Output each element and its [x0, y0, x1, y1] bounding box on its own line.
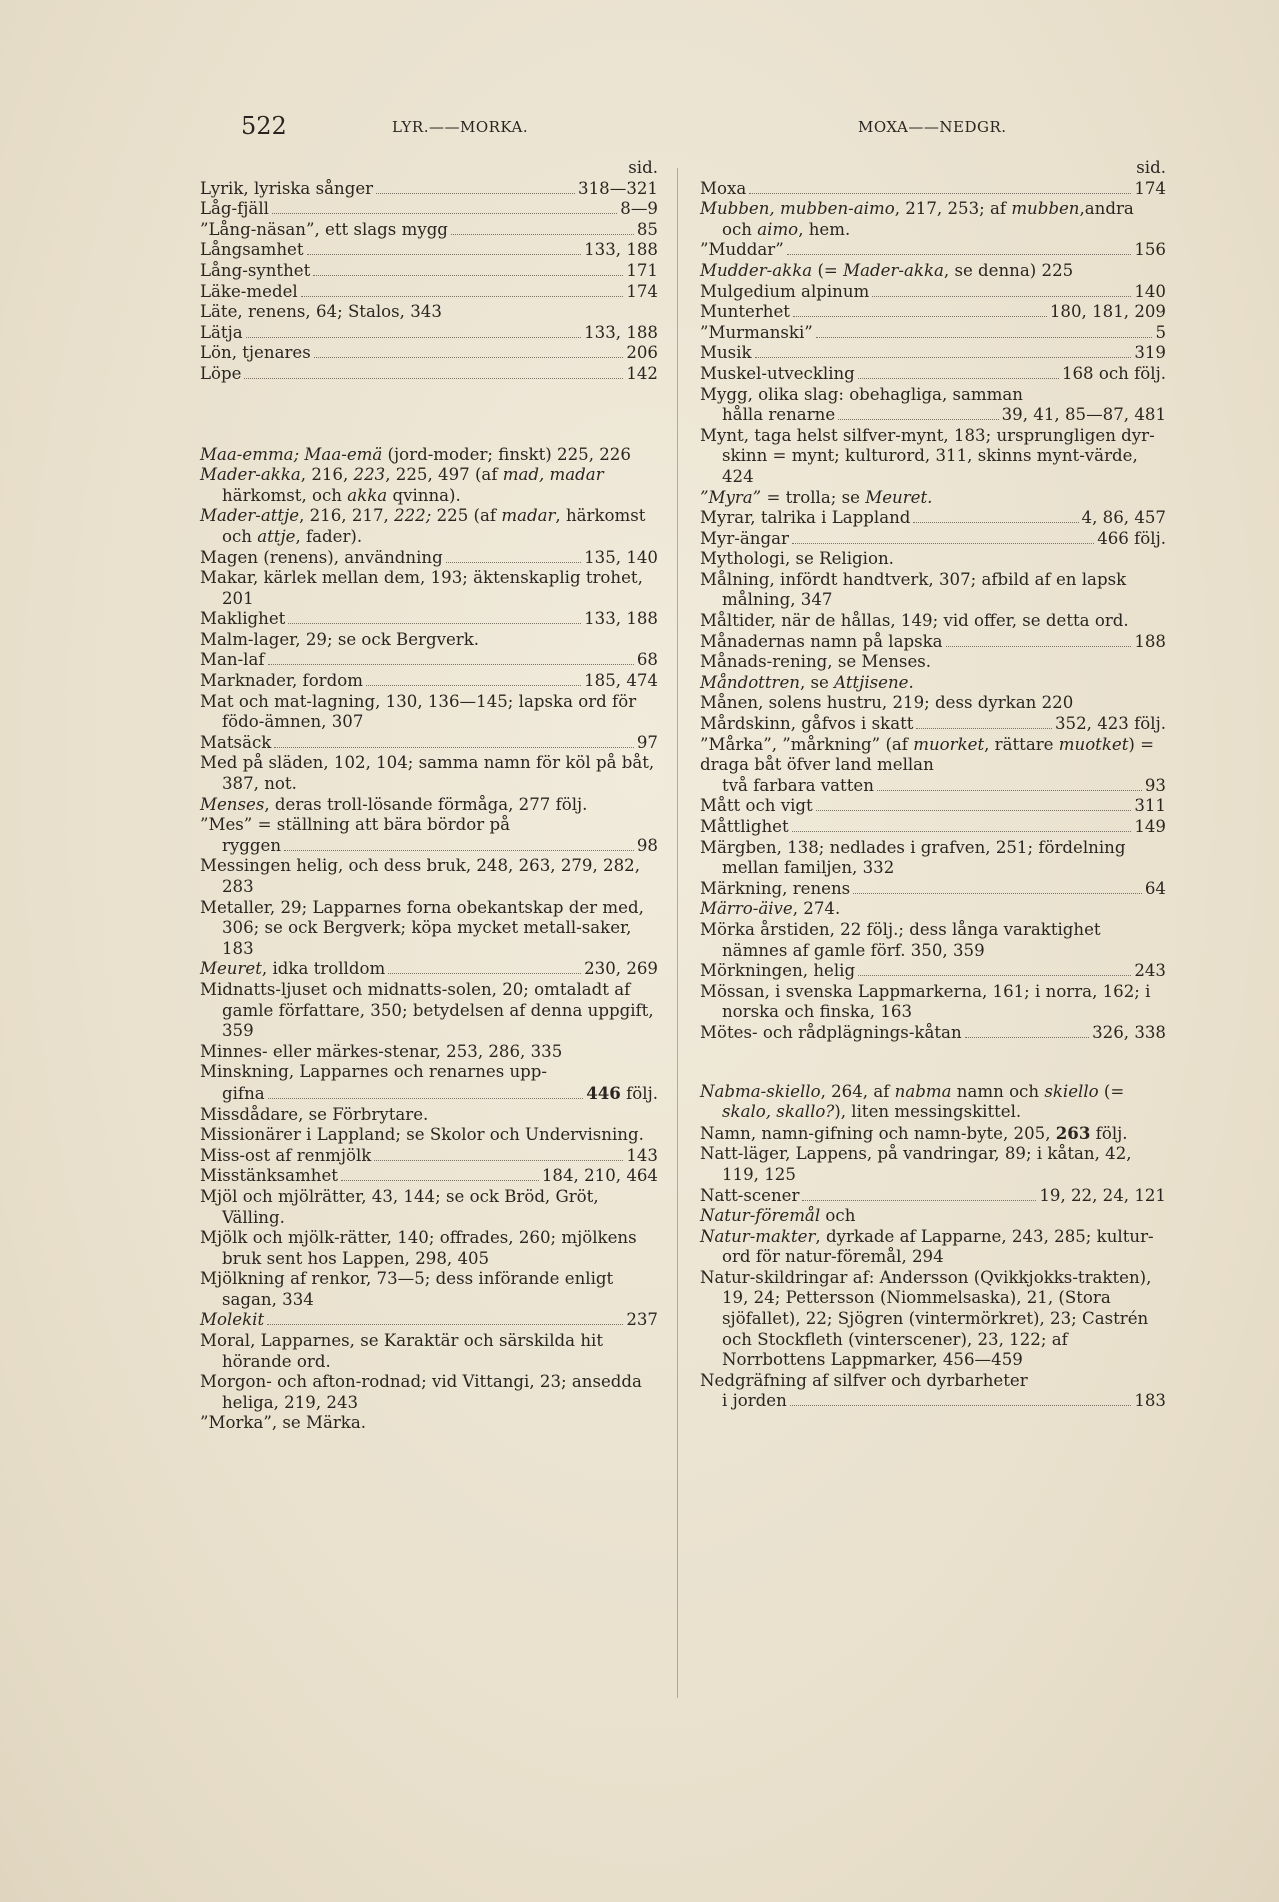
- index-entry: Misstänksamhet 184, 210, 464: [200, 1166, 658, 1186]
- index-entry: Månads-rening, se Menses.: [700, 652, 932, 672]
- index-entry: Mythologi, se Religion.: [700, 549, 894, 569]
- index-entry: Natur-makter, dyrkade af Lapparne, 243, 285; kultur-ord för natur-föremål, 294: [700, 1226, 1154, 1267]
- index-entry: Metaller, 29; Lapparnes forna obekantskap der med, 306; se ock Bergverk; köpa mycket metall-saker, 183: [200, 897, 644, 958]
- sid-label: sid.: [628, 158, 658, 177]
- index-entry: Måltider, när de hållas, 149; vid offer, se detta ord.: [700, 611, 1129, 631]
- index-entry: Måndottren, se Attjisene.: [700, 672, 914, 692]
- index-entry: Myrar, talrika i Lappland 4, 86, 457: [700, 508, 1166, 528]
- index-entry: Månadernas namn på lapska 188: [700, 631, 1166, 651]
- index-entry: Mörka årstiden, 22 följ.; dess långa varaktighet nämnes af gamle förf. 350, 359: [700, 919, 1101, 960]
- index-entry: Namn, namn-gifning och namn-byte, 205, 263 följ.: [700, 1122, 1128, 1143]
- index-entry: Läke-medel 174: [200, 281, 658, 301]
- index-entry: Muskel-utveckling 168 och följ.: [700, 363, 1166, 383]
- index-entry: Menses, deras troll-lösande förmåga, 277 följ.: [200, 794, 588, 814]
- index-entry: Långsamhet 133, 188: [200, 240, 658, 260]
- index-entry: Moral, Lapparnes, se Karaktär och särskilda hit hörande ord.: [200, 1331, 603, 1371]
- index-entry: Minskning, Lapparnes och renarnes upp- gifna 446 följ.: [200, 1062, 658, 1103]
- index-entry: ”Morka”, se Märka.: [200, 1413, 367, 1433]
- index-entry: Lön, tjenares 206: [200, 343, 658, 363]
- index-entry: Man-laf 68: [200, 650, 658, 670]
- index-entry: ”Mårka”, ”mårkning” (af muorket, rättare muotket) = draga båt öfver land mellan två farbara vatten 93: [700, 734, 1166, 795]
- index-entry: Mynt, taga helst silfver-mynt, 183; ursprungligen dyr-skinn = mynt; kulturord, 311, skinns mynt-värde, 424: [700, 425, 1155, 486]
- index-entry: Låg-fjäll 8—9: [200, 199, 658, 219]
- index-entry: Mat och mat-lagning, 130, 136—145; lapska ord för födo-ämnen, 307: [200, 691, 637, 732]
- index-entry: Missdådare, se Förbrytare.: [200, 1104, 429, 1124]
- sid-label: sid.: [1136, 158, 1166, 177]
- index-entry: Midnatts-ljuset och midnatts-solen, 20; omtaladt af gamle författare, 350; betydelsen af denna uppgift, 359: [200, 979, 654, 1041]
- index-entry: Marknader, fordom 185, 474: [200, 671, 658, 691]
- index-entry: Munterhet 180, 181, 209: [700, 302, 1166, 322]
- index-entry: Morgon- och afton-rodnad; vid Vittangi, 23; ansedda heliga, 219, 243: [200, 1372, 642, 1412]
- index-entry: Natt-läger, Lappens, på vandringar, 89; i kåtan, 42, 119, 125: [700, 1144, 1132, 1184]
- index-entry: Maklighet 133, 188: [200, 609, 658, 629]
- index-entry: Mader-attje, 216, 217, 222; 225 (af madar, härkomst och attje, fader).: [200, 506, 646, 546]
- index-entry: Minnes- eller märkes-stenar, 253, 286, 335: [200, 1041, 563, 1061]
- index-column-right: [700, 158, 1166, 1412]
- index-entry: Måttlighet 149: [700, 817, 1166, 836]
- page-header: [0, 112, 1279, 142]
- index-entry: Mötes- och rådplägnings-kåtan 326, 338: [700, 1022, 1166, 1042]
- index-entry: Maa-emma; Maa-emä (jord-moder; finskt) 225, 226: [200, 444, 631, 464]
- index-entry: ”Myra” = trolla; se Meuret.: [700, 487, 933, 507]
- index-entry: Natur-skildringar af: Andersson (Qvikkjokks-trakten), 19, 24; Pettersson (Niommelsaska), 21, (Stora sjöfallet), 22; Sjögren (vintermörkret), 23; Castrén och Stockfleth (vinterscener), 23, 122; af Norrbottens Lappmarker, 456—459: [700, 1267, 1152, 1370]
- right-running-head: MOXA——NEDGR.: [858, 118, 1007, 136]
- left-running-head: LYR.——MORKA.: [392, 118, 529, 136]
- index-entry: Mubben, mubben-aimo, 217, 253; af mubben,andra och aimo, hem.: [700, 199, 1134, 239]
- index-entry: Matsäck 97: [200, 732, 658, 752]
- index-entry: Nabma-skiello, 264, af nabma namn och skiello (= skalo, skallo?), liten messingskittel.: [700, 1081, 1125, 1122]
- index-entry: Lyrik, lyriska sånger 318—321: [200, 178, 658, 198]
- index-column-left: [200, 158, 658, 1434]
- index-entry: ”Muddar” 156: [700, 240, 1166, 260]
- index-entry: Meuret, idka trolldom 230, 269: [200, 959, 658, 979]
- index-entry: Messingen helig, och dess bruk, 248, 263, 279, 282, 283: [200, 856, 640, 896]
- index-entry: Månen, solens hustru, 219; dess dyrkan 220: [700, 693, 1074, 713]
- index-entry: Mader-akka, 216, 223, 225, 497 (af mad, madar härkomst, och akka qvinna).: [200, 465, 604, 505]
- index-entry: Lätja 133, 188: [200, 322, 658, 342]
- index-entry: Musik 319: [700, 343, 1166, 363]
- index-entry: Myr-ängar 466 följ.: [700, 528, 1166, 548]
- section-gap: [200, 385, 658, 445]
- index-entry: Nedgräfning af silfver och dyrbarheter i jorden 183: [700, 1370, 1166, 1411]
- index-entry: Mössan, i svenska Lappmarkerna, 161; i norra, 162; i norska och finska, 163: [700, 981, 1151, 1022]
- index-entry: Märkning, renens 64: [700, 878, 1166, 898]
- column-divider: [677, 168, 678, 1698]
- index-entry: Natur-föremål och: [700, 1206, 856, 1226]
- index-entry: Märro-äive, 274.: [700, 899, 841, 919]
- index-entry: Mjöl och mjölrätter, 43, 144; se ock Bröd, Gröt, Välling.: [200, 1186, 599, 1227]
- section-gap: [700, 1044, 1166, 1082]
- index-entry: Malm-lager, 29; se ock Bergverk.: [200, 629, 480, 649]
- index-entry: Mörkningen, helig 243: [700, 961, 1166, 981]
- index-entry: Missionärer i Lappland; se Skolor och Undervisning.: [200, 1125, 644, 1145]
- index-entry: Målning, infördt handtverk, 307; afbild af en lapsk målning, 347: [700, 569, 1127, 610]
- index-entry: Mårdskinn, gåfvos i skatt 352, 423 följ.: [700, 714, 1166, 734]
- index-entry: Magen (renens), användning 135, 140: [200, 547, 658, 567]
- index-entry: Läte, renens, 64; Stalos, 343: [200, 302, 442, 322]
- index-entry: Mått och vigt 311: [700, 796, 1166, 816]
- index-entry: Mulgedium alpinum 140: [700, 281, 1166, 301]
- index-entry: Miss-ost af renmjölk 143: [200, 1145, 658, 1165]
- index-entry: ”Mes” = ställning att bära bördor på ryggen 98: [200, 815, 658, 855]
- index-entry: Mjölk och mjölk-rätter, 140; offrades, 260; mjölkens bruk sent hos Lappen, 298, 405: [200, 1228, 637, 1268]
- index-entry: ”Lång-näsan”, ett slags mygg 85: [200, 219, 658, 239]
- index-entry: Mjölkning af renkor, 73—5; dess införande enligt sagan, 334: [200, 1269, 614, 1309]
- page-number: 522: [241, 112, 287, 140]
- index-entry: Molekit 237: [200, 1310, 658, 1330]
- index-entry: ”Murmanski” 5: [700, 322, 1166, 342]
- index-entry: Natt-scener 19, 22, 24, 121: [700, 1185, 1166, 1205]
- index-entry: Lång-synthet 171: [200, 260, 658, 280]
- index-entry: Löpe 142: [200, 363, 658, 383]
- index-entry: Mudder-akka (= Mader-akka, se denna) 225: [700, 260, 1074, 280]
- index-entry: Märgben, 138; nedlades i grafven, 251; fördelning mellan familjen, 332: [700, 837, 1126, 878]
- index-entry: Med på släden, 102, 104; samma namn för köl på båt, 387, not.: [200, 753, 655, 794]
- index-entry: Moxa 174: [700, 178, 1166, 198]
- index-entry: Makar, kärlek mellan dem, 193; äktenskaplig trohet, 201: [200, 568, 643, 608]
- index-entry: Mygg, olika slag: obehagliga, samman hålla renarne 39, 41, 85—87, 481: [700, 384, 1166, 425]
